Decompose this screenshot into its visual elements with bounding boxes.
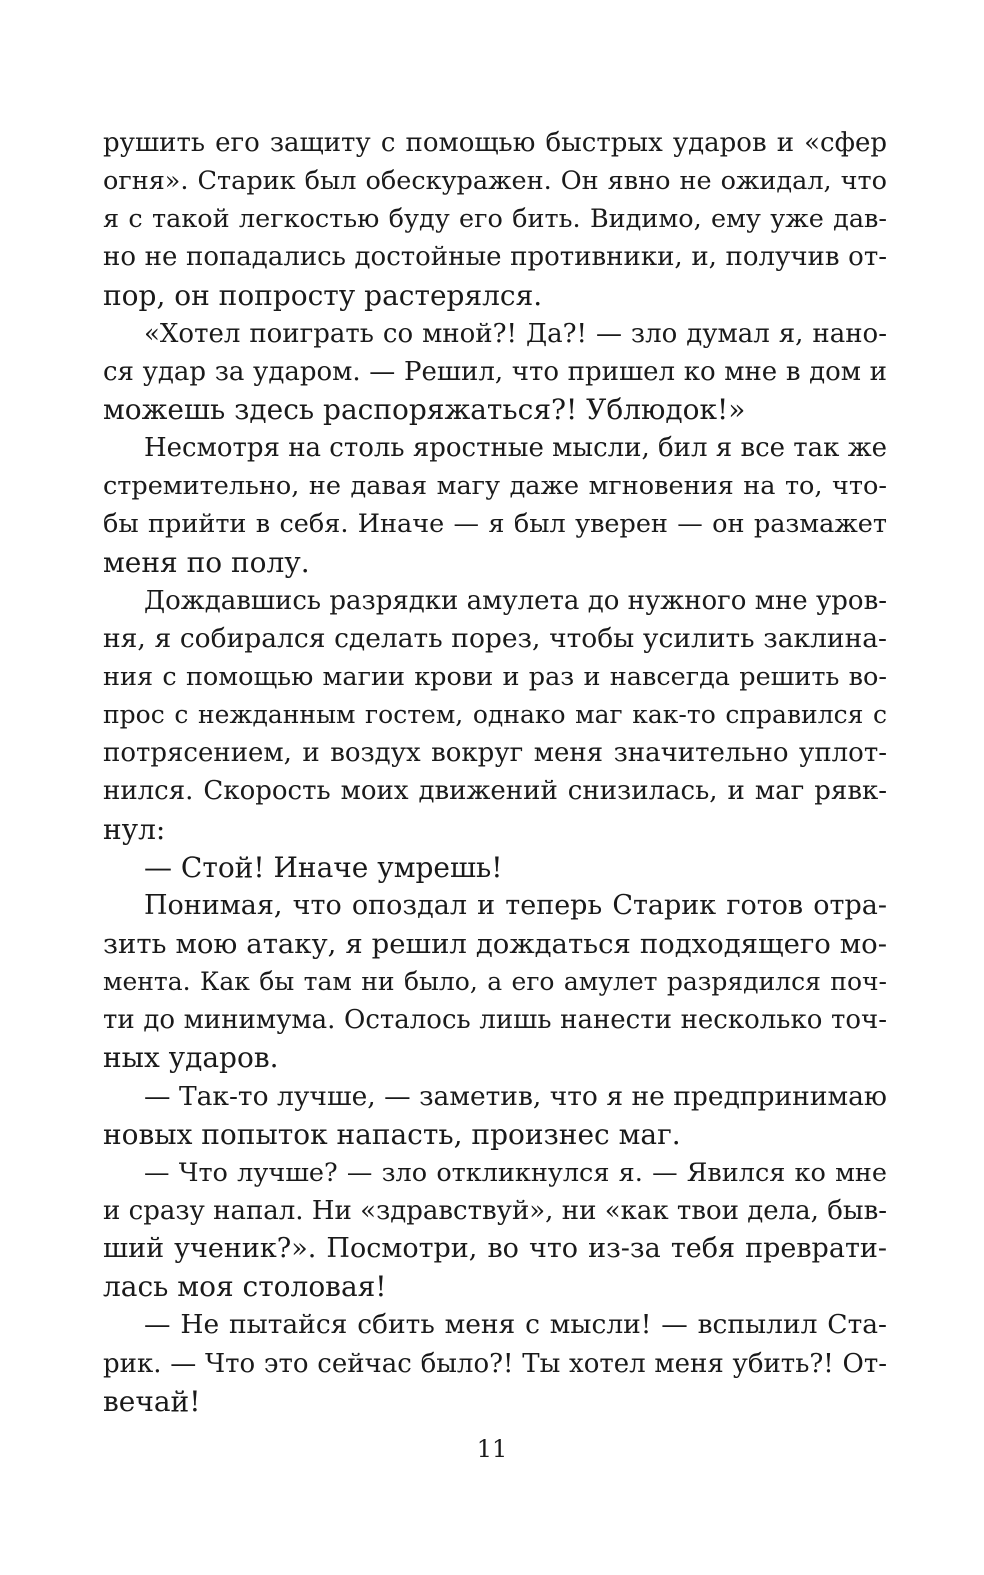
- text-line: ня, я собирался сделать порез, чтобы усилить заклина-: [103, 622, 887, 654]
- text-line: я с такой легкостью буду его бить. Видимо, ему уже дав-: [103, 204, 887, 235]
- text-line: лась моя столовая!: [103, 1270, 387, 1304]
- text-line: — Что лучше? — зло откликнулся я. — Явился ко мне: [144, 1157, 887, 1188]
- text-line: бы прийти в себя. Иначе — я был уверен — он размажет: [103, 509, 887, 540]
- text-line: «Хотел поиграть со мной?! Да?! — зло думал я, нано-: [144, 318, 887, 349]
- text-line: стремительно, не давая магу даже мгновения на то, что-: [103, 471, 887, 502]
- text-line: можешь здесь распоряжаться?! Ублюдок!»: [103, 392, 746, 426]
- text-line: ший ученик?». Посмотри, во что из-за тебя преврати-: [103, 1233, 887, 1265]
- text-line: — Так-то лучше, — заметив, что я не предпринимаю: [144, 1080, 887, 1112]
- text-line: прос с нежданным гостем, однако маг как-то справился с: [103, 700, 887, 730]
- text-line: ния с помощью магии крови и раз и навсегда решить во-: [103, 661, 887, 692]
- text-line: мента. Как бы там ни было, а его амулет разрядился поч-: [103, 967, 887, 997]
- body-text: [103, 124, 887, 1421]
- text-line: потрясением, и воздух вокруг меня значительно уплот-: [103, 738, 887, 769]
- text-line: — Не пытайся сбить меня с мысли! — вспылил Ста-: [144, 1309, 887, 1341]
- text-line: — Стой! Иначе умрешь!: [144, 850, 503, 884]
- text-line: рушить его защиту с помощью быстрых ударов и «сфер: [103, 128, 887, 158]
- text-line: и сразу напал. Ни «здравствуй», ни «как твои дела, быв-: [103, 1195, 887, 1226]
- text-line: нился. Скорость моих движений снизилась, и маг рявк-: [103, 776, 887, 807]
- text-line: нул:: [103, 812, 166, 846]
- text-line: ных ударов.: [103, 1041, 279, 1075]
- text-line: но не попадались достойные противники, и, получив от-: [103, 242, 887, 273]
- text-line: огня». Старик был обескуражен. Он явно не ожидал, что: [103, 166, 887, 197]
- text-line: ти до минимума. Осталось лишь нанести несколько точ-: [103, 1005, 887, 1036]
- text-line: рик. — Что это сейчас было?! Ты хотел меня убить?! От-: [103, 1348, 887, 1379]
- text-line: меня по полу.: [103, 545, 310, 579]
- text-line: вечай!: [103, 1384, 201, 1418]
- text-line: Несмотря на столь яростные мысли, бил я все так же: [144, 433, 887, 464]
- text-line: новых попыток напасть, произнес маг.: [103, 1117, 681, 1151]
- text-line: зить мою атаку, я решил дождаться подходящего мо-: [103, 927, 887, 960]
- text-line: Понимая, что опоздал и теперь Старик готов отра-: [144, 889, 887, 921]
- text-line: Дождавшись разрядки амулета до нужного мне уров-: [144, 585, 887, 616]
- text-line: ся удар за ударом. — Решил, что пришел ко мне в дом и: [103, 356, 887, 387]
- page-number: 11: [476, 1435, 508, 1463]
- text-line: пор, он попросту растерялся.: [103, 278, 543, 312]
